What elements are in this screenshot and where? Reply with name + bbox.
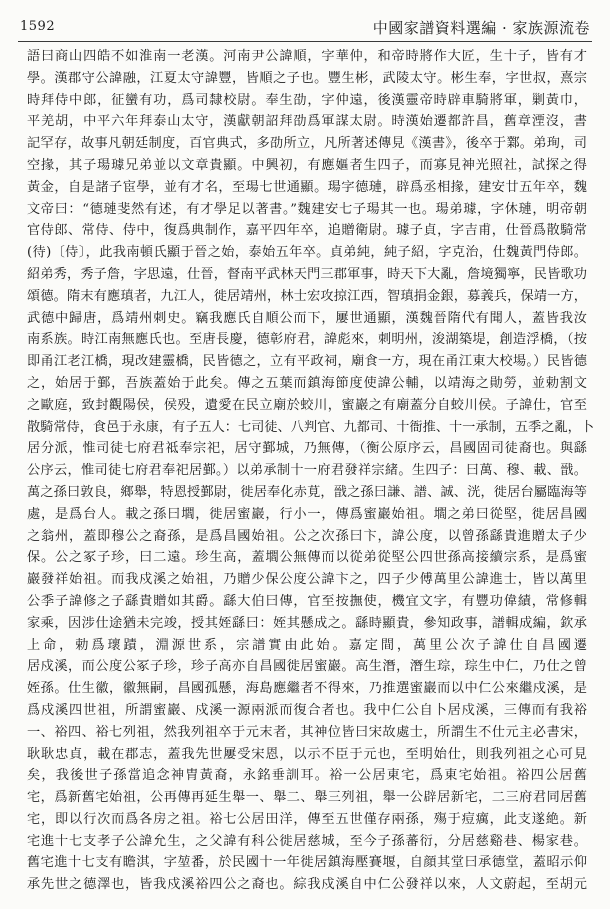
page-number: 1592: [20, 19, 56, 34]
body-line: 公序云，惟司徒七府君奉祀居鄞。）以弟承制十一府君發祥宗緒。生四子：曰萬、穆、載、戩。: [27, 463, 587, 479]
body-line: 武德中歸唐，爲靖州刺史。竊我應氏自順公而下，屢世通顯，漢魏晉隋代有聞人，蓋皆我汝: [27, 310, 587, 326]
body-line: 黃金，自是諸子宦學，並有才名，至瑒七世通顯。瑒字德璉，辟爲丞相掾，建安廿五年卒，魏: [27, 179, 587, 195]
body-line: 宅進十七支孝子公諱允生，之父諱有科公徙居慈城，至今子孫蕃衍，分居慈谿巷、楊家巷。: [27, 833, 587, 849]
body-line: 一、裕四、裕七列祖，然我列祖卒于元末者，其神位皆曰宋故處士，所謂生不仕元主必書宋，: [27, 724, 587, 740]
body-line: 舊宅進十七支有瞻淇，字堃番，於民國十一年徙居鎮海壓賽堰，自顔其堂曰承德堂，蓋昭示仰: [27, 855, 587, 871]
body-line: 散騎常侍，食邑于永康，有子五人：七司徒、八判官、九都司、十衙推、十一承制，五季之亂，卜: [27, 419, 595, 435]
body-text: [27, 46, 595, 896]
body-line: 頌德。隋末有應瑱者，九江人，徙居靖州，林士宏攻掠江西，智瑱捐金銀，募義兵，保靖一方，: [27, 288, 587, 304]
body-line: 空掾，其子瑒璩兄弟並以文章貴顯。中興初，有應嫗者生四子，而寡見神光照社，試探之得: [27, 157, 587, 173]
header-rule: [18, 41, 592, 42]
body-line: 官侍郎、常侍、侍中，復爲典制作，嘉平四年卒，追贈衛尉。璩子貞，字吉甫，仕晉爲散騎常: [27, 223, 587, 239]
body-line: 姪孫。仕生徽，徽無嗣，昌國孤懸，海島應繼者不得來，乃推選蜜巖而以中仁公來繼戍溪，是: [27, 681, 587, 697]
body-line: 居分派，惟司徒七府君祗奉宗祀，居守鄞城，乃無傳，（衡公原序云，昌國固司徒裔也。與繇: [27, 441, 587, 457]
running-title: 中國家譜資料選編 · 家族源流卷: [372, 19, 590, 37]
body-line: 之歐庭，致封觀陽侯，侯殁，遺愛在民立廟於蛟川，蜜巖之有廟蓋分自蛟川侯。子諱仕，官至: [27, 397, 587, 413]
body-line: 之翁州，蓋即穆公之裔孫，是爲昌國始祖。公之次孫曰卞，諱公度，以曾孫繇貴進贈太子少: [27, 528, 587, 544]
body-line: 矣，我後世子孫當追念神胄黃裔，永銘垂訓耳。裕一公居東宅，爲東宅始祖。裕四公居舊: [27, 768, 587, 784]
body-line: 記罕存，故事凡朝廷制度，百官典式，多劭所立，凡所著述傳見《漢書》，後卒于鄴。弟珣，司: [27, 136, 587, 152]
body-line: 承先世之德澤也，皆我戍溪裕四公之裔也。綜我戍溪自中仁公發祥以來，人文蔚起，至胡元: [27, 877, 587, 893]
body-line: 爲戍溪四世祖，所謂蜜巖、戍溪一源兩派而復合者也。我中仁公自卜居戍溪，三傳而有我裕: [27, 702, 587, 718]
body-line: 居戍溪，而公度公冢子珍，珍子高亦自昌國徙居蜜巖。高生潛，潛生琮，琮生中仁，乃仕之曾: [27, 659, 587, 675]
body-line: 之，始居于鄞，吾族蓋始于此矣。傳之五葉而鎮海節度使諱公輔，以靖海之勛勞，並勅割文: [27, 375, 587, 391]
page-header: [18, 14, 592, 40]
body-line: 即甬江老江橋，現改建靈橋，民皆德之，立有平政祠，廟食一方，現在甬江東大校場。）民皆德: [27, 354, 587, 370]
body-line: 公季子諱修之子繇貴贈如其爵。繇大伯曰傳，官至按撫使，機宜文字，有豐功偉績，常修輯: [27, 593, 587, 609]
body-line: 處，是爲台人。載之孫曰壛，徙居蜜巖，行小一，傳爲蜜巖始祖。壛之弟曰從堅，徙居昌國: [27, 506, 587, 522]
body-line: 平羌胡，中平六年拜泰山太守，漢獻朝詔拜劭爲軍謀太尉。時漢始遷都許昌，舊章湮沒，書: [27, 114, 587, 130]
body-line: 語曰商山四皓不如淮南一老漢。河南尹公諱順，字華仲，和帝時將作大匠，生十子，皆有才: [27, 49, 587, 64]
body-line: 南系族。時江南無應氏也。至唐長慶，德彰府君，諱彪來，刺明州，浚湖築堤，創造浮橋，（按: [27, 332, 587, 348]
body-line: 上命，勅爲瓌蹟，淵源世系，宗譜實由此始。嘉定間，萬里公次子諱仕自昌國遷: [27, 637, 587, 653]
body-line: 宅，即以行次而爲各房之祖。裕七公居田洋，傳至五世僅存兩孫，殤于痘癘，此支遂絶。新: [27, 811, 587, 827]
body-line: 學。漢郡守公諱融，江夏太守諱豐，皆順之子也。豐生彬，武陵太守。彬生奉，字世叔，熹宗: [27, 70, 587, 86]
body-line: 保。公之冢子珍，曰二遠。珍生高，蓋壛公無傳而以從弟從堅公四世孫高接續宗系，是爲蜜: [27, 550, 587, 566]
body-line: 時拜侍中郎，征蠻有功，爲司隸校尉。奉生劭，字仲遠，後漢靈帝時辟車騎將軍，剿黃巾，: [27, 92, 587, 108]
body-line: 紹弟秀，秀子詹，字思遠，仕晉，督南平武林天門三郡軍事，時天下大亂，詹境獨寧，民皆歌功: [27, 266, 587, 282]
body-line: 文帝曰：“德璉斐然有述，有才學足以著書。”魏建安七子瑒其一也。瑒弟璩，字休璉，明帝朝: [27, 201, 587, 217]
body-line: (待)〔侍〕，此我南頓氏顯于晉之始，泰始五年卒。貞弟純，純子紹，字克治，仕魏黃門侍郎。: [27, 245, 587, 261]
body-line: 宅，爲新舊宅始祖，公再傳再延生舉一、舉二、舉三列祖，舉一公辟居新宅，二三府君同居舊: [27, 790, 587, 806]
body-line: 家乘，因涉仕途猶未完竣，授其姪繇曰：姪其懸成之。繇時顯貴，參知政事，譜輯成編，欽承: [27, 615, 587, 631]
body-line: 耿耿忠貞，載在郡志，蓋我先世屢受宋恩，以示不臣于元也，至明始仕，則我列祖之心可見: [27, 746, 587, 762]
body-line: 萬之孫曰敦良，鄉舉，特恩授鄞尉，徙居奉化赤莧，戩之孫曰謙、譜、誠、洸，徙居台屬臨海等: [27, 484, 587, 500]
body-line: 巖發祥始祖。而我戍溪之始祖，乃贈少保公度公諱卞之，四子少傅萬里公諱進士，皆以萬里: [27, 572, 587, 588]
